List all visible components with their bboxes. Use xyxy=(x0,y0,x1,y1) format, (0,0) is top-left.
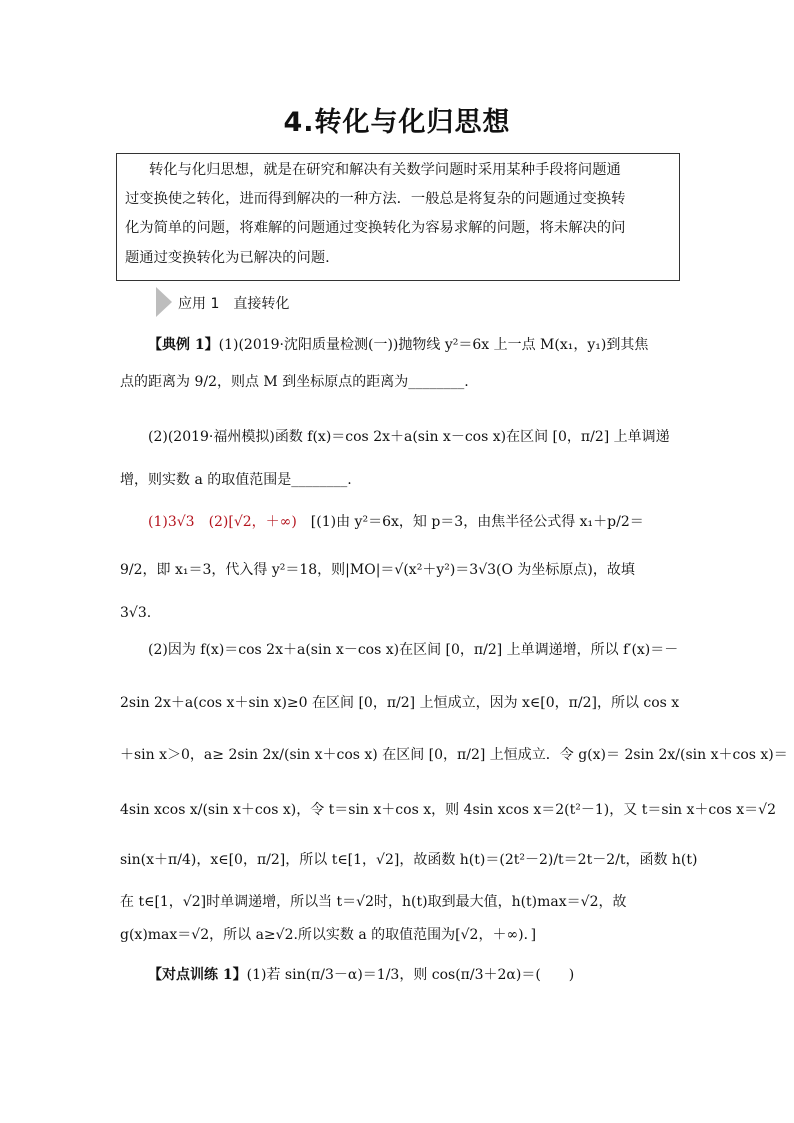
solution-line: 在 t∈[1，√2]时单调递增，所以当 t＝√2时，h(t)取到最大值，h(t)max＝√2，故 xyxy=(120,894,627,910)
example-text: (1)(2019·沈阳质量检测(一))抛物线 y²＝6x 上一点 M(x₁，y₁)到其焦 xyxy=(218,337,649,353)
practice-text: (1)若 sin(π/3－α)＝1/3，则 cos(π/3＋2α)＝( ) xyxy=(246,967,575,983)
solution-line xyxy=(148,512,708,532)
solution-line: 2sin 2x＋a(cos x＋sin x)≥0 在区间 [0，π/2] 上恒成立，因为 x∈[0，π/2]，所以 cos x xyxy=(120,695,680,711)
solution-text: [(1)由 y²＝6x，知 p＝3，由焦半径公式得 x₁＋p/2＝ xyxy=(296,514,644,530)
solution-line: 4sin xcos x/(sin x＋cos x)，令 t＝sin x＋cos x，则 4sin xcos x＝2(t²－1)，又 t＝sin x＋cos x＝√2 xyxy=(120,802,776,818)
intro-line: 题通过变换转化为已解决的问题. xyxy=(125,250,330,266)
example-line xyxy=(148,335,708,355)
intro-line: 化为简单的问题，将难解的问题通过变换转化为容易求解的问题，将未解决的问 xyxy=(125,220,626,236)
solution-line: 3√3. xyxy=(120,605,152,621)
solution-line: sin(x＋π/4)，x∈[0，π/2]，所以 t∈[1，√2]，故函数 h(t)＝(2t²－2)/t＝2t－2/t，函数 h(t) xyxy=(120,852,698,868)
answer: (1)3√3 (2)[√2，＋∞) xyxy=(148,514,297,530)
practice-line xyxy=(148,965,708,985)
intro-line: 过变换使之转化，进而得到解决的一种方法．一般总是将复杂的问题通过变换转 xyxy=(125,191,626,207)
page-title: 4.转化与化归思想 xyxy=(283,107,511,138)
example-line: 点的距离为 9/2，则点 M 到坐标原点的距离为________. xyxy=(120,374,469,390)
intro-line: 转化与化归思想，就是在研究和解决有关数学问题时采用某种手段将问题通 xyxy=(149,162,621,178)
example-line: 增，则实数 a 的取值范围是________. xyxy=(120,472,352,488)
solution-line: ＋sin x＞0，a≥ 2sin 2x/(sin x＋cos x) 在区间 [0，π/2] 上恒成立．令 g(x)＝ 2sin 2x/(sin x＋cos x)＝ xyxy=(120,747,788,763)
solution-line: 9/2，即 x₁＝3，代入得 y²＝18，则|MO|＝√(x²＋y²)＝3√3(O 为坐标原点)，故填 xyxy=(120,562,635,578)
example-heading: 【典例 1】 xyxy=(148,337,219,353)
example-line: (2)(2019·福州模拟)函数 f(x)＝cos 2x＋a(sin x－cos x)在区间 [0，π/2] 上单调递 xyxy=(148,429,670,445)
solution-line: (2)因为 f(x)＝cos 2x＋a(sin x－cos x)在区间 [0，π/2] 上单调递增，所以 f′(x)＝－ xyxy=(148,642,679,658)
section-label: 应用 1 直接转化 xyxy=(178,296,290,312)
intro-box xyxy=(116,153,680,281)
practice-heading: 【对点训练 1】 xyxy=(148,967,247,983)
triangle-marker-icon xyxy=(156,287,172,317)
solution-line: g(x)max＝√2，所以 a≥√2.所以实数 a 的取值范围为[√2，＋∞)．] xyxy=(120,927,537,943)
